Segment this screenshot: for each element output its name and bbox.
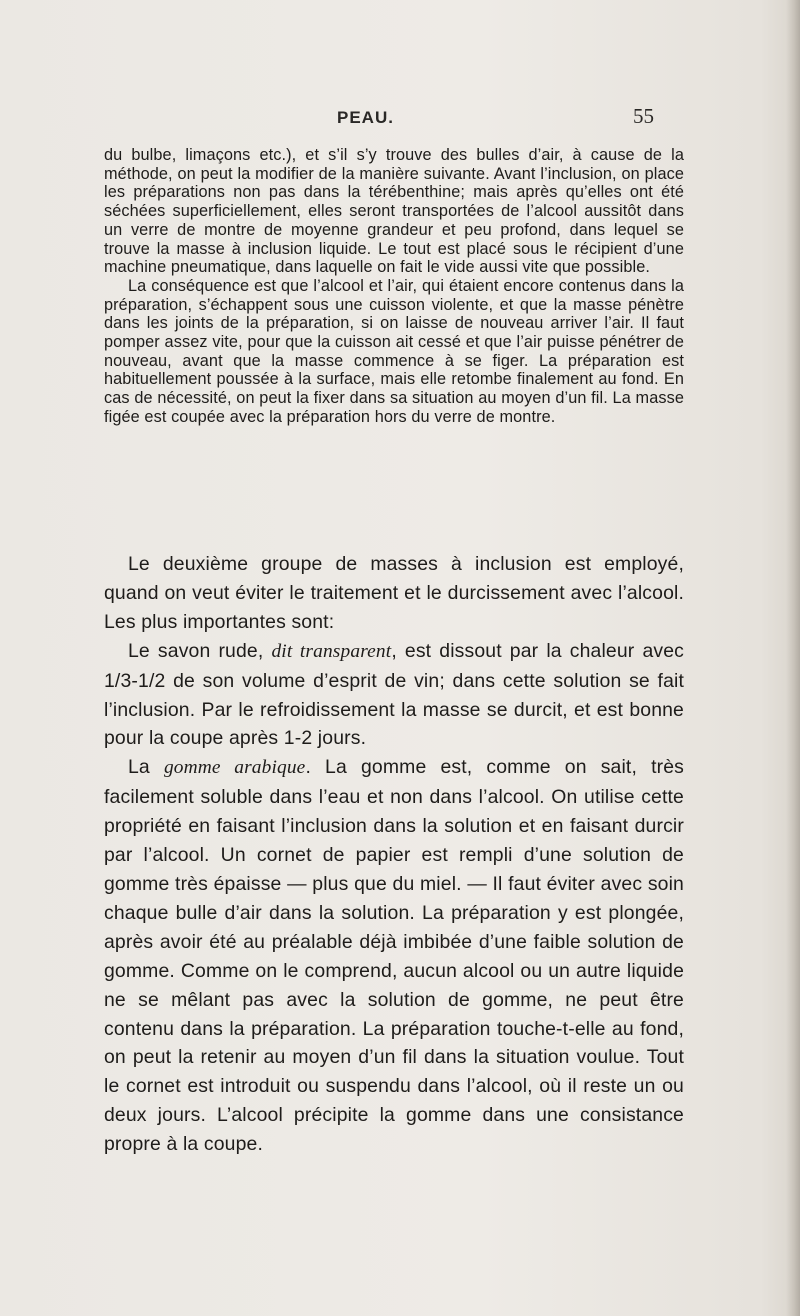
small-print-block: [104, 146, 684, 427]
running-head: PEAU.: [337, 108, 394, 127]
gomme-lead: La: [128, 756, 164, 779]
gomme-body: . La gomme est, comme on sait, très facilement soluble dans l’eau et non dans l’alcool. On utilise cette propriété en faisant l’inclusion dans la solution et en faisant durcir par l’alcool. Un cornet de papier est rempli d’une solution de gomme très épaisse — plus que du miel. — Il faut éviter avec soin chaque bulle d’air dans la solution. La préparation y est plongée, après avoir été au préalable déjà imbibée d’une faible solution de gomme. Comme on le comprend, aucun alcool ou un autre liquide ne se mêlant pas avec la solution de gomme, ne peut être contenu dans la préparation. La préparation touche-t-elle au fond, on peut la retenir au moyen d’un fil dans la situation voulue. Tout le cornet est introduit ou suspendu dans l’alcool, où il reste un ou deux jours. L’alcool précipite la gomme dans une consistance propre à la coupe.: [104, 756, 684, 1156]
main-text-block: [104, 550, 684, 1159]
savon-italic-term: dit transparent: [271, 640, 392, 662]
page-edge-shadow: [786, 0, 800, 1316]
small-paragraph-1: du bulbe, limaçons etc.), et s’il s’y trouve des bulles d’air, à cause de la méthode, on peut la modifier de la manière suivante. Avant l’inclusion, on place les préparations non pas dans la térébenthine; mais après qu’elles ont été séchées superficiellement, elles seront transportées de l’alcool aussitôt dans un verre de montre de moyenne grandeur et peu profond, dans lequel se trouve la masse à inclusion liquide. Le tout est placé sous le récipient d’une machine pneumatique, dans laquelle on fait le vide aussi vite que possible.: [104, 146, 684, 277]
page-number: 55: [633, 104, 654, 128]
savon-lead: Le savon rude,: [128, 639, 272, 662]
page-header: [0, 104, 800, 134]
paragraph-gomme: [104, 753, 684, 1159]
paragraph-savon: [104, 637, 684, 754]
paragraph-second-group: Le deuxième groupe de masses à inclusion est employé, quand on veut éviter le traitement et le durcissement avec l’alcool. Les plus importantes sont:: [104, 553, 684, 633]
small-paragraph-2: La conséquence est que l’alcool et l’air, qui étaient encore contenus dans la préparation, s’échappent sous une cuisson violente, et que la masse pénètre dans les joints de la préparation, si on laisse de nouveau arriver l’air. Il faut pomper assez vite, pour que la cuisson ait cessé et que l’air puisse pénétrer de nouveau, avant que la masse commence à se figer. La préparation est habituellement poussée à la surface, mais elle retombe finalement au fond. En cas de nécessité, on peut la fixer dans sa situation au moyen d’un fil. La masse figée est coupée avec la préparation hors du verre de montre.: [104, 276, 684, 426]
gomme-italic-term: gomme arabique: [163, 757, 306, 779]
savon-body: , est dissout par la chaleur avec 1/3-1/2 de son volume d’esprit de vin; dans cette solution se fait l’inclusion. Par le refroidissement la masse se durcit, et est bonne pour la coupe après 1-2 jours.: [104, 639, 685, 750]
